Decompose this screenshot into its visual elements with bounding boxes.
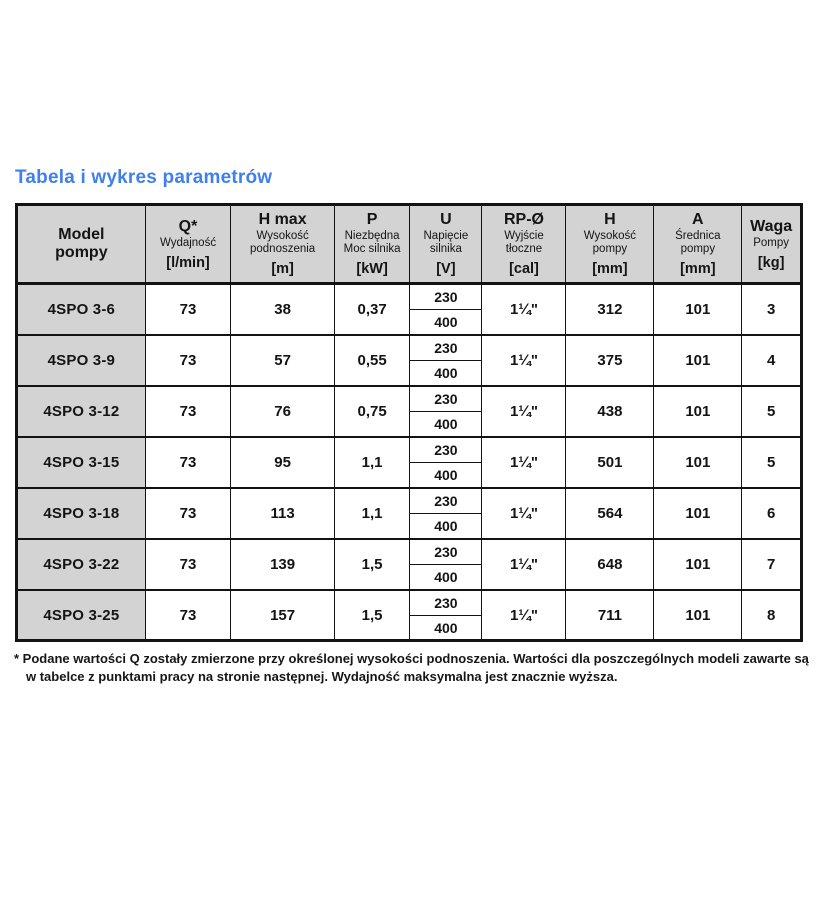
col-subtitle-p: Niezbędna Moc silnika [343, 229, 401, 256]
col-header-p [334, 205, 409, 284]
col-subtitle-h: Wysokość pompy [583, 229, 637, 256]
pump-height-cell: 375 [566, 335, 654, 386]
outlet-cell: 1¼" [482, 437, 566, 488]
q-flow-cell: 73 [145, 539, 231, 590]
power-cell: 0,75 [334, 386, 409, 437]
power-cell: 1,1 [334, 437, 409, 488]
col-subtitle-hmax: Wysokość podnoszenia [249, 229, 316, 256]
voltage-230-cell: 230 [410, 335, 482, 361]
col-header-h [566, 205, 654, 284]
power-cell: 0,55 [334, 335, 409, 386]
model-cell: 4SPO 3-9 [17, 335, 146, 386]
diameter-cell: 101 [654, 539, 742, 590]
model-cell: 4SPO 3-15 [17, 437, 146, 488]
table-row [17, 488, 802, 514]
weight-cell: 5 [742, 437, 802, 488]
pump-parameters-table [15, 203, 803, 642]
col-unit-hmax: [m] [271, 261, 294, 278]
model-cell: 4SPO 3-6 [17, 284, 146, 335]
hmax-cell: 38 [231, 284, 335, 335]
table-row [17, 335, 802, 361]
voltage-400-cell: 400 [410, 615, 482, 641]
col-header-q [145, 205, 231, 284]
model-cell: 4SPO 3-18 [17, 488, 146, 539]
q-flow-cell: 73 [145, 590, 231, 641]
col-unit-waga: [kg] [757, 254, 785, 271]
col-header-rp [482, 205, 566, 284]
diameter-cell: 101 [654, 488, 742, 539]
hmax-cell: 113 [231, 488, 335, 539]
model-cell: 4SPO 3-25 [17, 590, 146, 641]
voltage-400-cell: 400 [410, 411, 482, 437]
table-row [17, 437, 802, 463]
weight-cell: 6 [742, 488, 802, 539]
col-unit-a: [mm] [680, 261, 716, 278]
q-flow-cell: 73 [145, 488, 231, 539]
col-subtitle-q: Wydajność [159, 236, 217, 249]
hmax-cell: 95 [231, 437, 335, 488]
pump-height-cell: 648 [566, 539, 654, 590]
col-header-hmax [231, 205, 335, 284]
col-title-h: H [604, 211, 616, 228]
col-header-model [17, 205, 146, 284]
voltage-230-cell: 230 [410, 488, 482, 514]
voltage-400-cell: 400 [410, 513, 482, 539]
voltage-400-cell: 400 [410, 462, 482, 488]
power-cell: 1,5 [334, 539, 409, 590]
q-flow-cell: 73 [145, 284, 231, 335]
col-unit-h: [mm] [592, 261, 628, 278]
col-unit-rp: [cal] [509, 261, 539, 278]
footnote-line-1: * Podane wartości Q zostały zmierzone przy określonej wysokości podnoszenia. Wartości dla poszczególnych modeli zawarte są [14, 651, 809, 666]
hmax-cell: 76 [231, 386, 335, 437]
weight-cell: 8 [742, 590, 802, 641]
model-cell: 4SPO 3-22 [17, 539, 146, 590]
power-cell: 1,5 [334, 590, 409, 641]
hmax-cell: 139 [231, 539, 335, 590]
footnote [14, 650, 814, 687]
outlet-cell: 1¼" [482, 539, 566, 590]
power-cell: 1,1 [334, 488, 409, 539]
table-body [17, 284, 802, 641]
col-title-model: Model pompy [55, 226, 108, 262]
table-row [17, 590, 802, 616]
voltage-400-cell: 400 [410, 309, 482, 335]
col-unit-p: [kW] [356, 261, 388, 278]
voltage-230-cell: 230 [410, 539, 482, 565]
table-header [17, 205, 802, 284]
voltage-230-cell: 230 [410, 437, 482, 463]
voltage-400-cell: 400 [410, 360, 482, 386]
model-cell: 4SPO 3-12 [17, 386, 146, 437]
diameter-cell: 101 [654, 386, 742, 437]
col-title-hmax: H max [258, 211, 307, 228]
col-subtitle-rp: Wyjście tłoczne [504, 229, 544, 256]
weight-cell: 3 [742, 284, 802, 335]
col-title-p: P [366, 211, 378, 228]
diameter-cell: 101 [654, 437, 742, 488]
col-title-u: U [440, 211, 452, 228]
col-title-rp: RP-Ø [503, 211, 544, 228]
hmax-cell: 157 [231, 590, 335, 641]
voltage-230-cell: 230 [410, 284, 482, 310]
col-subtitle-u: Napięcie silnika [423, 229, 469, 256]
diameter-cell: 101 [654, 335, 742, 386]
table-header-row [17, 205, 802, 284]
outlet-cell: 1¼" [482, 335, 566, 386]
power-cell: 0,37 [334, 284, 409, 335]
table-row [17, 284, 802, 310]
col-title-waga: Waga [750, 217, 793, 235]
outlet-cell: 1¼" [482, 386, 566, 437]
q-flow-cell: 73 [145, 437, 231, 488]
footnote-line-2: w tabelce z punktami pracy na stronie następnej. Wydajność maksymalna jest znacznie wyższa. [26, 669, 618, 685]
diameter-cell: 101 [654, 590, 742, 641]
weight-cell: 4 [742, 335, 802, 386]
outlet-cell: 1¼" [482, 488, 566, 539]
col-header-a [654, 205, 742, 284]
table-row [17, 539, 802, 565]
col-header-waga [742, 205, 802, 284]
voltage-230-cell: 230 [410, 386, 482, 412]
outlet-cell: 1¼" [482, 590, 566, 641]
voltage-230-cell: 230 [410, 590, 482, 616]
page-title: Tabela i wykres parametrów [15, 167, 273, 188]
outlet-cell: 1¼" [482, 284, 566, 335]
voltage-400-cell: 400 [410, 564, 482, 590]
pump-height-cell: 711 [566, 590, 654, 641]
col-subtitle-a: Średnica pompy [675, 229, 721, 256]
q-flow-cell: 73 [145, 386, 231, 437]
table-row [17, 386, 802, 412]
pump-height-cell: 438 [566, 386, 654, 437]
col-subtitle-waga: Pompy [753, 236, 790, 249]
col-unit-u: [V] [436, 261, 456, 278]
hmax-cell: 57 [231, 335, 335, 386]
col-unit-q: [l/min] [166, 254, 210, 271]
weight-cell: 7 [742, 539, 802, 590]
weight-cell: 5 [742, 386, 802, 437]
col-title-q: Q* [178, 217, 198, 235]
pump-height-cell: 564 [566, 488, 654, 539]
col-header-u [410, 205, 482, 284]
pump-height-cell: 501 [566, 437, 654, 488]
pump-height-cell: 312 [566, 284, 654, 335]
col-title-a: A [692, 211, 704, 228]
q-flow-cell: 73 [145, 335, 231, 386]
diameter-cell: 101 [654, 284, 742, 335]
